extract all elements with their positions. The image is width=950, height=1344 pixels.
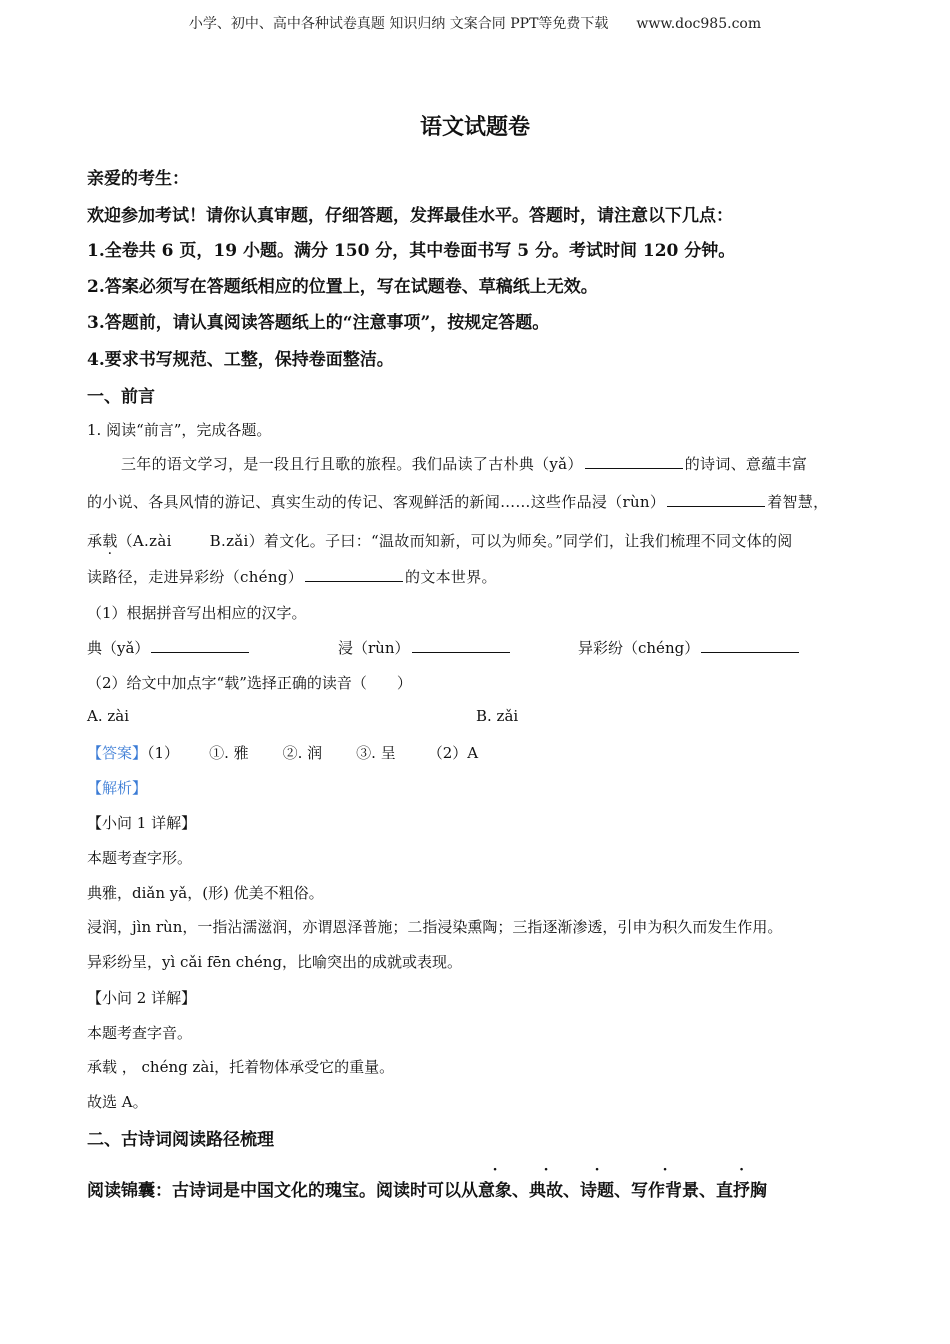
passage-blank-1	[585, 454, 683, 469]
detail-2-line: 故选 A。	[87, 1093, 148, 1111]
rule-2: 2.答案必须写在答题纸相应的位置上，写在试题卷、草稿纸上无效。	[87, 277, 598, 297]
sub-question-2: （2）给文中加点字“载”选择正确的读音（ ）	[87, 674, 412, 692]
passage-blank-3	[305, 567, 403, 582]
option-a[interactable]: A. zài	[87, 707, 130, 725]
answer-label: 【答案】	[87, 744, 148, 762]
detail-1-line: 本题考查字形。	[87, 849, 193, 867]
passage-line-2: 的小说、各具风情的游记、真实生动的传记、客观鲜活的新闻……这些作品浸（rùn） 着智慧，	[87, 493, 829, 511]
page-header	[0, 13, 950, 33]
passage-line-3: 承载（A.zài B.zǎi）着文化。子曰：“温故而知新，可以为师矣。”同学们，让我们梳理不同文体的阅	[87, 532, 793, 550]
tip-item: 写作背景	[631, 1181, 699, 1201]
rule-4: 4.要求书写规范、工整，保持卷面整洁。	[87, 350, 394, 370]
answer-blank-3[interactable]	[701, 638, 799, 653]
fill-item-3: 异彩纷（chéng）	[578, 637, 801, 658]
passage-line-4: 读路径，走进异彩纷（chéng） 的文本世界。	[87, 568, 497, 586]
detail-1-label: 【小问 1 详解】	[87, 814, 197, 832]
detail-1-line: 异彩纷呈，yì cǎi fēn chéng，比喻突出的成就或表现。	[87, 953, 463, 971]
tip-item: 直抒胸	[716, 1181, 767, 1201]
sub-question-1: （1）根据拼音写出相应的汉字。	[87, 604, 307, 622]
fill-item-1: 典（yǎ）	[87, 637, 251, 658]
passage-blank-2	[667, 492, 765, 507]
detail-2-label: 【小问 2 详解】	[87, 989, 197, 1007]
reading-tip: 阅读锦囊：古诗词是中国文化的瑰宝。阅读时可以从意象、典故、诗题、写作背景、直抒胸	[87, 1176, 767, 1201]
fill-item-2: 浸（rùn）	[338, 637, 512, 658]
tip-item: 意象	[478, 1181, 512, 1201]
option-b[interactable]: B. zǎi	[476, 707, 519, 725]
header-url[interactable]: www.doc985.com	[636, 16, 762, 32]
detail-2-line: 承载 ， chéng zài，托着物体承受它的重量。	[87, 1058, 395, 1076]
rule-1: 1.全卷共 6 页，19 小题。满分 150 分，其中卷面书写 5 分。考试时间 120 分钟。	[87, 241, 736, 261]
detail-1-line: 浸润，jìn rùn，一指沾濡滋润，亦谓恩泽普施；二指浸染熏陶；三指逐渐渗透，引申为积久而发生作用。	[87, 918, 783, 936]
welcome-text: 欢迎参加考试！请你认真审题，仔细答题，发挥最佳水平。答题时，请注意以下几点：	[87, 206, 733, 226]
tip-item: 诗题	[580, 1181, 614, 1201]
emphasized-char-zai: 载	[102, 532, 118, 550]
detail-1-line: 典雅，diǎn yǎ，(形) 优美不粗俗。	[87, 884, 324, 902]
answer-blank-2[interactable]	[412, 638, 510, 653]
header-text: 小学、初中、高中各种试卷真题 知识归纳 文案合同 PPT等免费下载	[188, 16, 609, 32]
analysis-label: 【解析】	[87, 779, 148, 797]
question-1-intro: 1. 阅读“前言”，完成各题。	[87, 421, 272, 439]
tip-item: 典故	[529, 1181, 563, 1201]
section-heading-1: 一、前言	[87, 387, 155, 407]
passage-line-1: 三年的语文学习，是一段且行且歌的旅程。我们品读了古朴典（yǎ） 的诗词、意蕴丰富	[121, 455, 808, 473]
detail-2-line: 本题考查字音。	[87, 1024, 193, 1042]
rule-3: 3.答题前，请认真阅读答题纸上的“注意事项”，按规定答题。	[87, 313, 550, 333]
section-heading-2: 二、古诗词阅读路径梳理	[87, 1130, 274, 1150]
answer-line: 【答案】（1） ①. 雅 ②. 润 ③. 呈 （2）A	[87, 744, 479, 762]
answer-blank-1[interactable]	[151, 638, 249, 653]
page-title: 语文试题卷	[419, 114, 530, 140]
greeting: 亲爱的考生：	[87, 169, 189, 189]
